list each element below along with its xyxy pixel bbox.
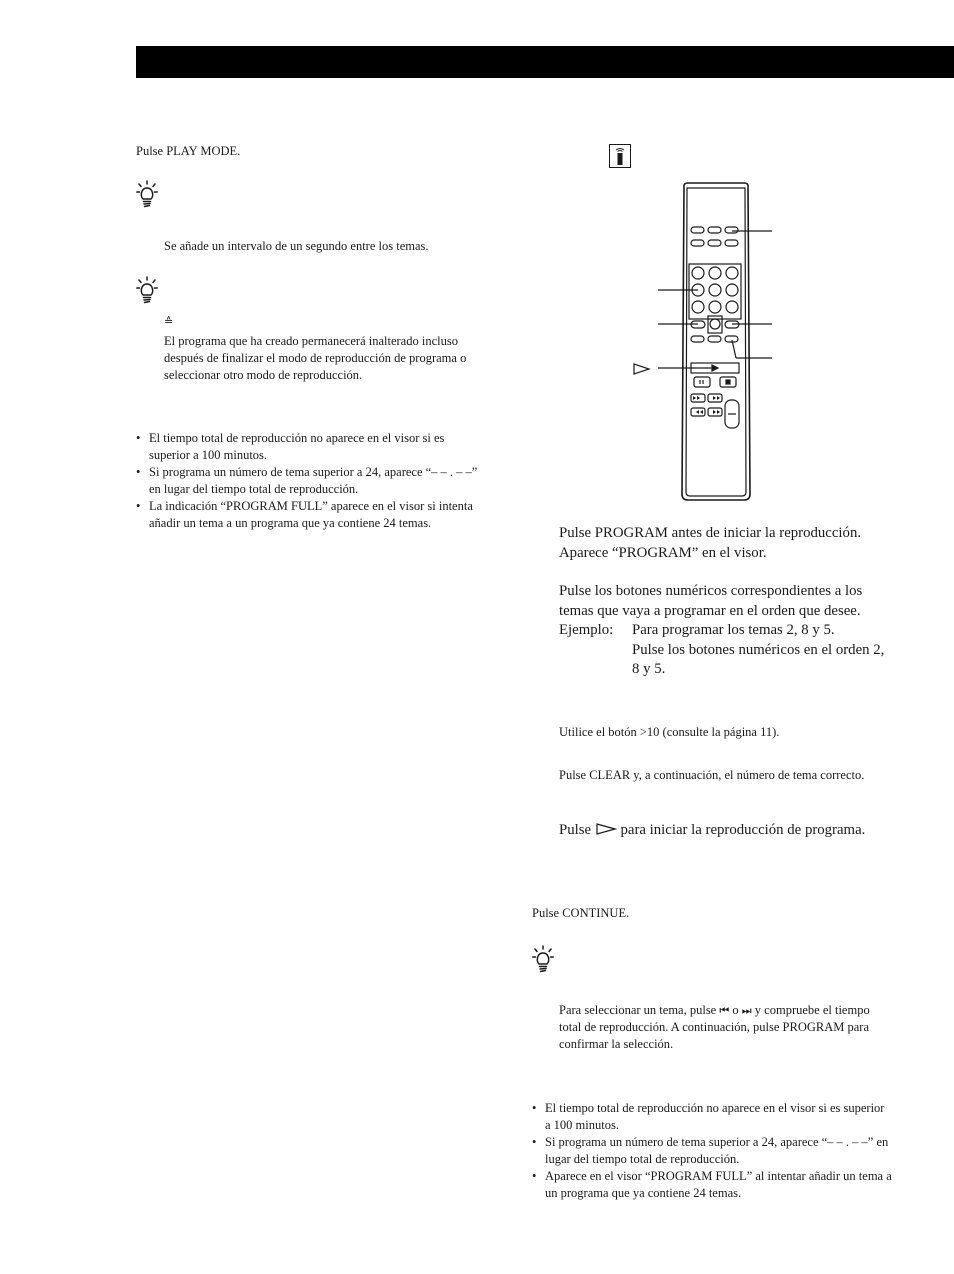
remote-control-icon [609,144,631,173]
play-triangle-icon [633,362,651,380]
tip-3-or: o [732,1003,739,1017]
list-item: • Si programa un número de tema superior a 24, aparece “– – . – –” en lugar del tiempo total de reproducción. [532,1134,892,1168]
tip-1-text: Se añade un intervalo de un segundo entre los temas. [164,239,429,253]
list-item: • La indicación “PROGRAM FULL” aparece en el visor si intenta añadir un tema a un programa que ya contiene 24 temas. [136,498,488,532]
right-notes-list [532,1100,892,1202]
step-2-text: Pulse los botones numéricos correspondientes a los temas que vaya a programar en el orden que desee. [559,583,863,619]
left-notes-list [136,430,488,532]
tip-3-pre: Para seleccionar un tema, pulse [559,1003,717,1017]
eject-icon: ≙ [164,315,174,328]
step-3-text [559,821,889,841]
list-item: • Aparece en el visor “PROGRAM FULL” al intentar añadir un tema a un programa que ya contiene 24 temas. [532,1168,892,1202]
list-item: • El tiempo total de reproducción no aparece en el visor si es superior a 100 minutos. [136,430,488,464]
press-play-mode-text: Pulse PLAY MODE. [136,144,241,158]
example-block [559,621,889,680]
example-line-1: Para programar los temas 2, 8 y 5. [632,622,835,638]
over-10-text: Utilice el botón >10 (consulte la página 11). [559,725,780,739]
step-3-post: para iniciar la reproducción de programa. [620,822,866,838]
tip-3-post: y compruebe el tiempo total de reproducción. A continuación, pulse PROGRAM para confirmar la selección. [559,1003,870,1051]
skip-forward-icon: ⏭ [741,1004,752,1017]
clear-text: Pulse CLEAR y, a continuación, el número de tema correcto. [559,768,865,782]
example-label: Ejemplo: [559,622,614,638]
header-bar [136,46,954,78]
list-item: • El tiempo total de reproducción no aparece en el visor si es superior a 100 minutos. [532,1100,892,1134]
press-continue-text: Pulse CONTINUE. [532,906,630,920]
tip-3-text [559,1002,889,1053]
play-triangle-icon [595,823,617,835]
remote-control-illustration [628,180,778,510]
skip-back-icon: ⏮ [719,1004,730,1017]
lightbulb-tip-icon [136,180,158,208]
step-3-pre: Pulse [559,822,592,838]
step-1-text: Pulse PROGRAM antes de iniciar la reproducción. Aparece “PROGRAM” en el visor. [559,525,862,561]
list-item: • Si programa un número de tema superior a 24, aparece “– – . – –” en lugar del tiempo total de reproducción. [136,464,488,498]
tip-2-text: El programa que ha creado permanecerá inalterado incluso después de finalizar el modo de reproducción de programa o seleccionar otro modo de reproducción. [164,334,467,382]
lightbulb-tip-icon [136,276,158,304]
example-line-2: Pulse los botones numéricos en el orden 2, 8 y 5. [632,641,885,677]
lightbulb-tip-icon [532,945,554,973]
